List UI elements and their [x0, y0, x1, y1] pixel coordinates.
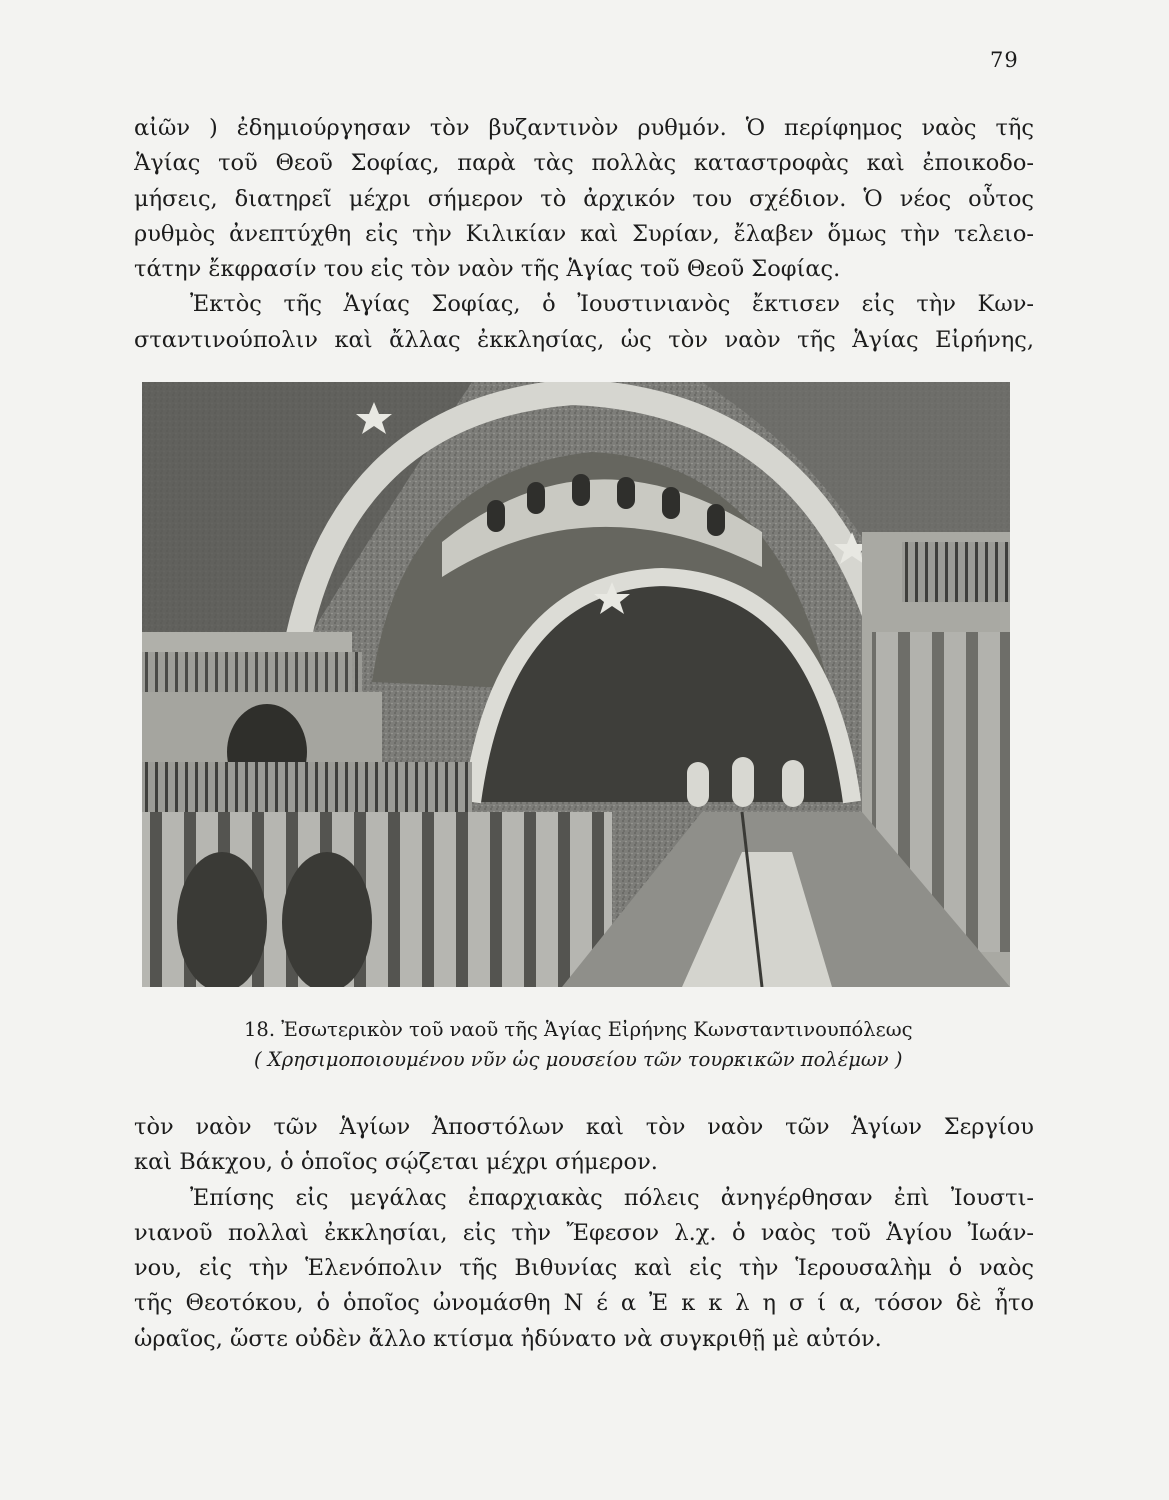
text-line: μήσεις, διατηρεῖ μέχρι σήμερον τὸ ἀρχικόν του σχέδιον. Ὁ νέος οὗτος: [134, 185, 1034, 212]
text-line: τὸν ναὸν τῶν Ἁγίων Ἀποστόλων καὶ τὸν ναὸν τῶν Ἁγίων Σεργίου: [134, 1114, 1034, 1140]
text-line: Ἁγίας τοῦ Θεοῦ Σοφίας, παρὰ τὰς πολλὰς καταστροφὰς καὶ ἐποικοδο-: [134, 150, 1034, 177]
bottom-paragraphs: [134, 1110, 1034, 1357]
church-interior-illustration: [142, 382, 1010, 987]
text-line: σταντινούπολιν καὶ ἄλλας ἐκκλησίας, ὡς τὸν ναὸν τῆς Ἁγίας Εἰρήνης,: [134, 326, 1034, 353]
church-interior-photo: [142, 382, 1010, 987]
text-line: Ἐπίσης εἰς μεγάλας ἐπαρχιακὰς πόλεις ἀνηγέρθησαν ἐπὶ Ἰουστι-: [190, 1184, 1034, 1211]
figure-subcaption: ( Χρησιμοποιουμένου νῦν ὡς μουσείου τῶν τουρκικῶν πολέμων ): [254, 1048, 903, 1071]
text-line: νιανοῦ πολλαὶ ἐκκλησίαι, εἰς τὴν Ἔφεσον λ.χ. ὁ ναὸς τοῦ Ἁγίου Ἰωάν-: [134, 1219, 1034, 1246]
text-line: τάτην ἔκφρασίν του εἰς τὸν ναὸν τῆς Ἁγίας τοῦ Θεοῦ Σοφίας.: [134, 256, 841, 283]
text-line: καὶ Βάκχου, ὁ ὁποῖος σῴζεται μέχρι σήμερον.: [134, 1149, 658, 1176]
top-paragraphs: [134, 111, 1034, 358]
figure-caption: 18. Ἐσωτερικὸν τοῦ ναοῦ τῆς Ἁγίας Εἰρήνης Κωνσταντινουπόλεως: [244, 1018, 913, 1041]
page-number: 79: [990, 48, 1019, 72]
text-line: Ἐκτὸς τῆς Ἁγίας Σοφίας, ὁ Ἰουστινιανὸς ἔκτισεν εἰς τὴν Κων-: [190, 291, 1034, 318]
text-line: νου, εἰς τὴν Ἑλενόπολιν τῆς Βιθυνίας καὶ εἰς τὴν Ἱερουσαλὴμ ὁ ναὸς: [134, 1255, 1034, 1282]
text-line: ρυθμὸς ἀνεπτύχθη εἰς τὴν Κιλικίαν καὶ Συρίαν, ἔλαβεν ὅμως τὴν τελειο-: [134, 220, 1034, 247]
text-line: ὡραῖος, ὥστε οὐδὲν ἄλλο κτίσμα ἠδύνατο νὰ συγκριθῇ μὲ αὐτόν.: [134, 1325, 882, 1352]
text-line: τῆς Θεοτόκου, ὁ ὁποῖος ὠνομάσθη Ν έ α Ἐ κ κ λ η σ ί α, τόσον δὲ ἦτο: [134, 1290, 1034, 1317]
text-line: αἰῶν ) ἐδημιούργησαν τὸν βυζαντινὸν ρυθμόν. Ὁ περίφημος ναὸς τῆς: [134, 115, 1034, 141]
